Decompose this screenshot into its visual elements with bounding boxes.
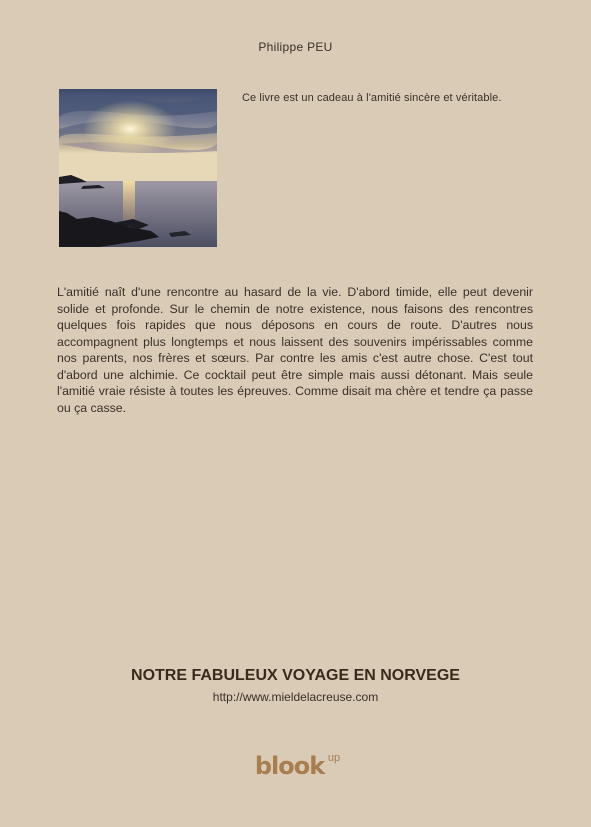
dedication-text: Ce livre est un cadeau à l'amitié sincère et véritable.	[242, 92, 502, 104]
sunset-photo	[59, 89, 217, 247]
publisher-logo	[0, 752, 591, 780]
back-cover-text: L'amitié naît d'une rencontre au hasard de la vie. D'abord timide, elle peut devenir solide et profonde. Sur le chemin de notre existence, nous faisons des rencontres quelques fois rapides que nous déposons en cours de route. D'autres nous accompagnent plus longtemps et nous laissent des souvenirs impérissables comme nos parents, nos frères et sœurs. Par contre les amis c'est autre chose. C'est tout d'abord une alchimie. Ce cocktail peut être simple mais aussi détonant. Mais seule l'amitié vraie résiste à toutes les épreuves. Comme disait ma chère et tendre ça passe ou ça casse.	[57, 285, 533, 415]
book-title: NOTRE FABULEUX VOYAGE EN NORVEGE	[131, 667, 460, 684]
publisher-logo-main: blook	[254, 752, 325, 780]
publisher-logo-sup: up	[327, 752, 341, 764]
publisher-logo-inner	[254, 752, 341, 780]
sunset-photo-graphic	[59, 89, 217, 247]
author-name: Philippe PEU	[258, 40, 333, 54]
book-url: http://www.mieldelacreuse.com	[212, 690, 379, 704]
